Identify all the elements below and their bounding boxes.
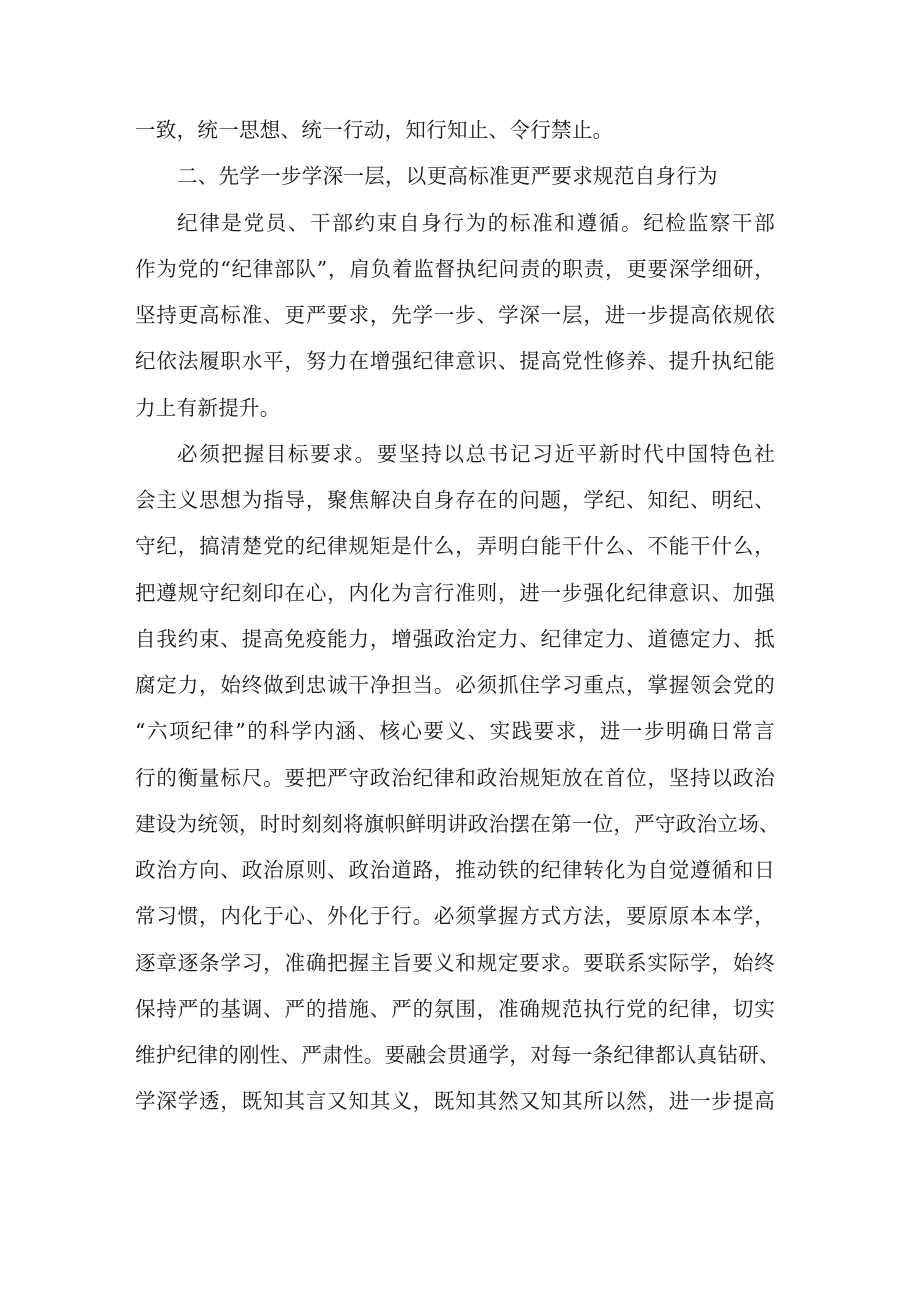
- text-line: 会主义思想为指导，聚焦解决自身存在的问题，学纪、知纪、明纪、: [135, 488, 775, 512]
- text-line: 把遵规守纪刻印在心，内化为言行准则，进一步强化纪律意识、加强: [135, 580, 775, 605]
- paragraph-start-line: 纪律是党员、干部约束自身行为的标准和遵循。纪检监察干部: [177, 210, 775, 235]
- paragraph-start-line: 必须把握目标要求。要坚持以总书记习近平新时代中国特色社: [177, 441, 775, 466]
- section-heading: 二、先学一步学深一层，以更高标准更严要求规范自身行为: [177, 164, 718, 189]
- text-line: 行的衡量标尺。要把严守政治纪律和政治规矩放在首位，坚持以政治: [135, 765, 775, 790]
- text-line: 建设为统领，时时刻刻将旗帜鲜明讲政治摆在第一位，严守政治立场、: [135, 811, 780, 836]
- text-line: 守纪，搞清楚党的纪律规矩是什么，弄明白能干什么、不能干什么，: [135, 534, 775, 559]
- document-page: [135, 107, 780, 1125]
- text-line: 纪依法履职水平，努力在增强纪律意识、提高党性修养、提升执纪能: [135, 349, 775, 374]
- text-line: 力上有新提升。: [135, 395, 281, 420]
- text-line: 一致，统一思想、统一行动，知行知止、令行禁止。: [135, 118, 614, 142]
- text-line: 自我约束、提高免疫能力，增强政治定力、纪律定力、道德定力、抵: [135, 626, 775, 651]
- text-line: 常习惯，内化于心、外化于行。必须掌握方式方法，要原原本本学，: [135, 904, 775, 929]
- text-line: 坚持更高标准、更严要求，先学一步、学深一层，进一步提高依规依: [135, 303, 775, 327]
- text-line: 学深学透，既知其言又知其义，既知其然又知其所以然，进一步提高: [135, 1089, 775, 1114]
- text-line: 政治方向、政治原则、政治道路，推动铁的纪律转化为自觉遵循和日: [135, 858, 775, 882]
- text-line: 逐章逐条学习，准确把握主旨要义和规定要求。要联系实际学，始终: [135, 950, 775, 975]
- text-line: 作为党的“纪律部队”，肩负着监督执纪问责的职责，更要深学细研，: [135, 256, 775, 281]
- text-line: 保持严的基调、严的措施、严的氛围，准确规范执行党的纪律，切实: [135, 996, 775, 1021]
- text-line: 维护纪律的刚性、严肃性。要融会贯通学，对每一条纪律都认真钻研、: [135, 1043, 780, 1067]
- text-line: 腐定力，始终做到忠诚干净担当。必须抓住学习重点，掌握领会党的: [135, 673, 775, 697]
- text-line: “六项纪律”的科学内涵、核心要义、实践要求，进一步明确日常言: [135, 719, 775, 744]
